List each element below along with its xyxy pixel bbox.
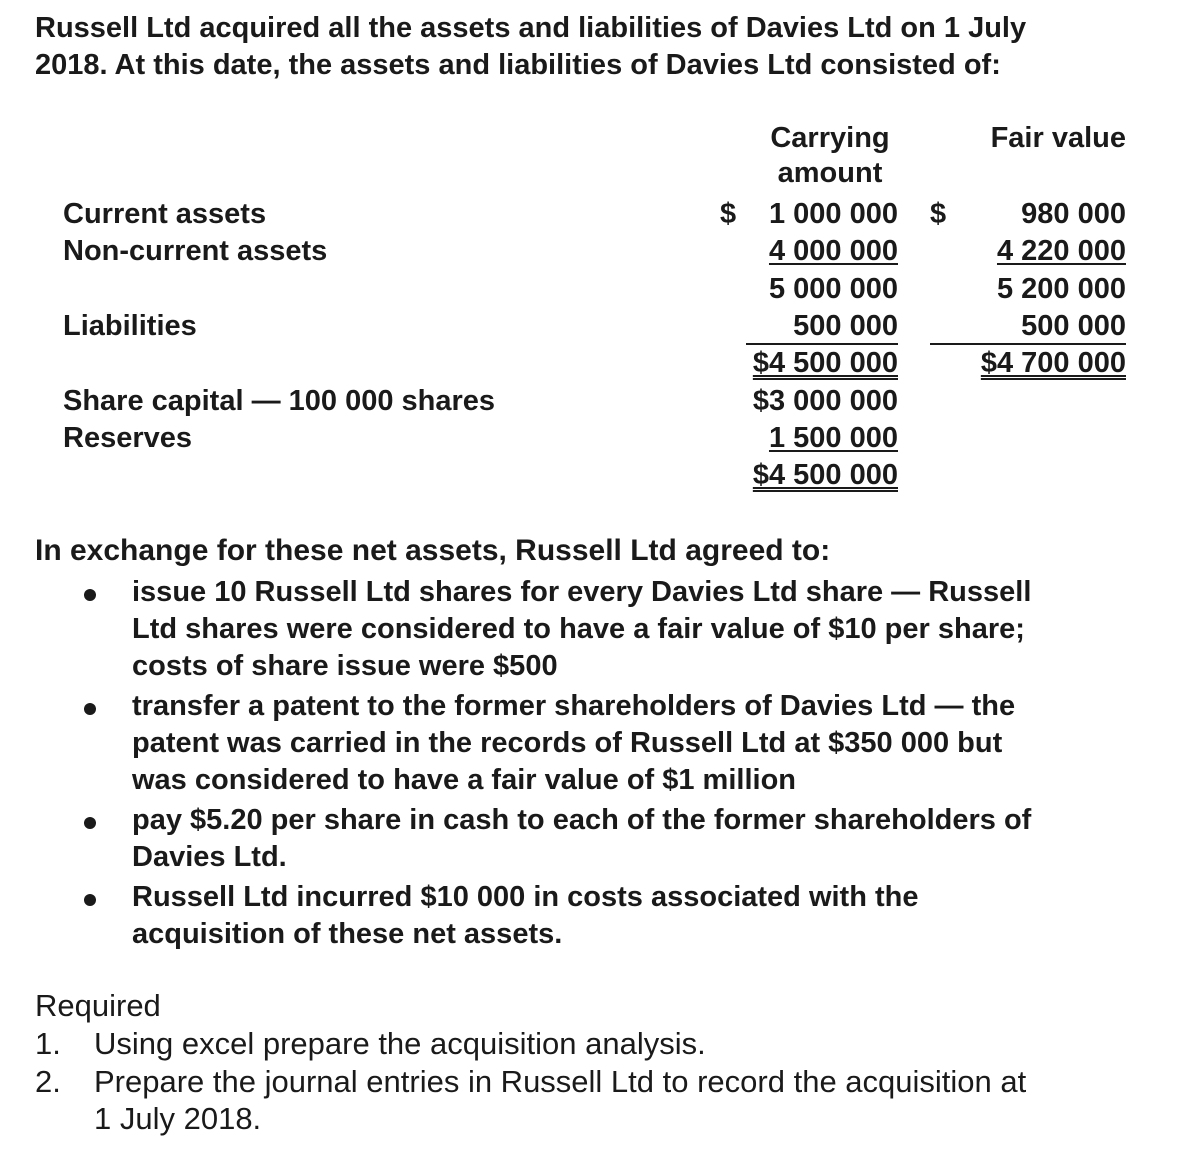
carrying-subtotal: 5 000 000 (768, 273, 898, 305)
bullet-3-line-2: Davies Ltd. (132, 841, 287, 873)
carrying-noncurrent-assets: 4 000 000 (768, 235, 898, 267)
carrying-share-capital: $3 000 000 (752, 385, 898, 417)
bullet-1-line-1: issue 10 Russell Ltd shares for every Davies Ltd share — Russell (132, 576, 1032, 608)
fair-current-assets: 980 000 (1021, 198, 1126, 230)
bullet-1-line-2: Ltd shares were considered to have a fair value of $10 per share; (132, 613, 1025, 645)
fair-liabilities: 500 000 (1021, 310, 1126, 342)
bullet-dot (84, 589, 96, 601)
exchange-heading: In exchange for these net assets, Russell Ltd agreed to: (35, 534, 831, 567)
label-current-assets: Current assets (63, 198, 267, 230)
required-heading: Required (35, 988, 161, 1023)
carrying-net-assets: $4 500 000 (752, 347, 898, 379)
bullet-2-line-2: patent was carried in the records of Russell Ltd at $350 000 but (132, 727, 1003, 759)
bullet-2-line-1: transfer a patent to the former shareholders of Davies Ltd — the (132, 690, 1016, 722)
carrying-reserves: 1 500 000 (768, 422, 898, 454)
header-carrying-line-2: amount (777, 157, 883, 189)
header-carrying-line-1: Carrying (770, 122, 890, 154)
required-item-1-num: 1. (35, 1026, 61, 1061)
carrying-current-assets: 1 000 000 (768, 198, 898, 230)
bullet-1-line-3: costs of share issue were $500 (132, 650, 558, 682)
rule-carrying-liabilities (746, 343, 898, 345)
dollar-carrying: $ (720, 198, 737, 230)
rule-fair-liabilities (930, 343, 1126, 345)
carrying-equity-total: $4 500 000 (752, 459, 898, 491)
label-noncurrent-assets: Non-current assets (63, 235, 328, 267)
bullet-dot (84, 703, 96, 715)
required-item-2-num: 2. (35, 1064, 61, 1099)
label-reserves: Reserves (63, 422, 192, 454)
bullet-4-line-2: acquisition of these net assets. (132, 918, 563, 950)
fair-noncurrent-assets: 4 220 000 (996, 235, 1126, 267)
bullet-2-line-3: was considered to have a fair value of $1 million (132, 764, 796, 796)
bullet-3-line-1: pay $5.20 per share in cash to each of the former shareholders of (132, 804, 1032, 836)
fair-subtotal: 5 200 000 (996, 273, 1126, 305)
header-carrying (760, 122, 900, 190)
label-share-capital: Share capital — 100 000 shares (63, 385, 496, 417)
intro-line-2: 2018. At this date, the assets and liabilities of Davies Ltd consisted of: (35, 49, 1001, 81)
bullet-dot (84, 817, 96, 829)
carrying-liabilities: 500 000 (793, 310, 898, 342)
intro-line-1: Russell Ltd acquired all the assets and liabilities of Davies Ltd on 1 July (35, 12, 1027, 44)
required-item-2-line-1: Prepare the journal entries in Russell Ltd to record the acquisition at (94, 1064, 1027, 1099)
label-liabilities: Liabilities (63, 310, 197, 342)
dollar-fair: $ (930, 198, 947, 230)
header-fair-value: Fair value (990, 122, 1126, 154)
required-item-2-line-2: 1 July 2018. (94, 1101, 262, 1136)
bullet-dot (84, 894, 96, 906)
required-item-1-line-1: Using excel prepare the acquisition analysis. (94, 1026, 706, 1061)
fair-net-assets: $4 700 000 (980, 347, 1126, 379)
bullet-4-line-1: Russell Ltd incurred $10 000 in costs associated with the (132, 881, 919, 913)
